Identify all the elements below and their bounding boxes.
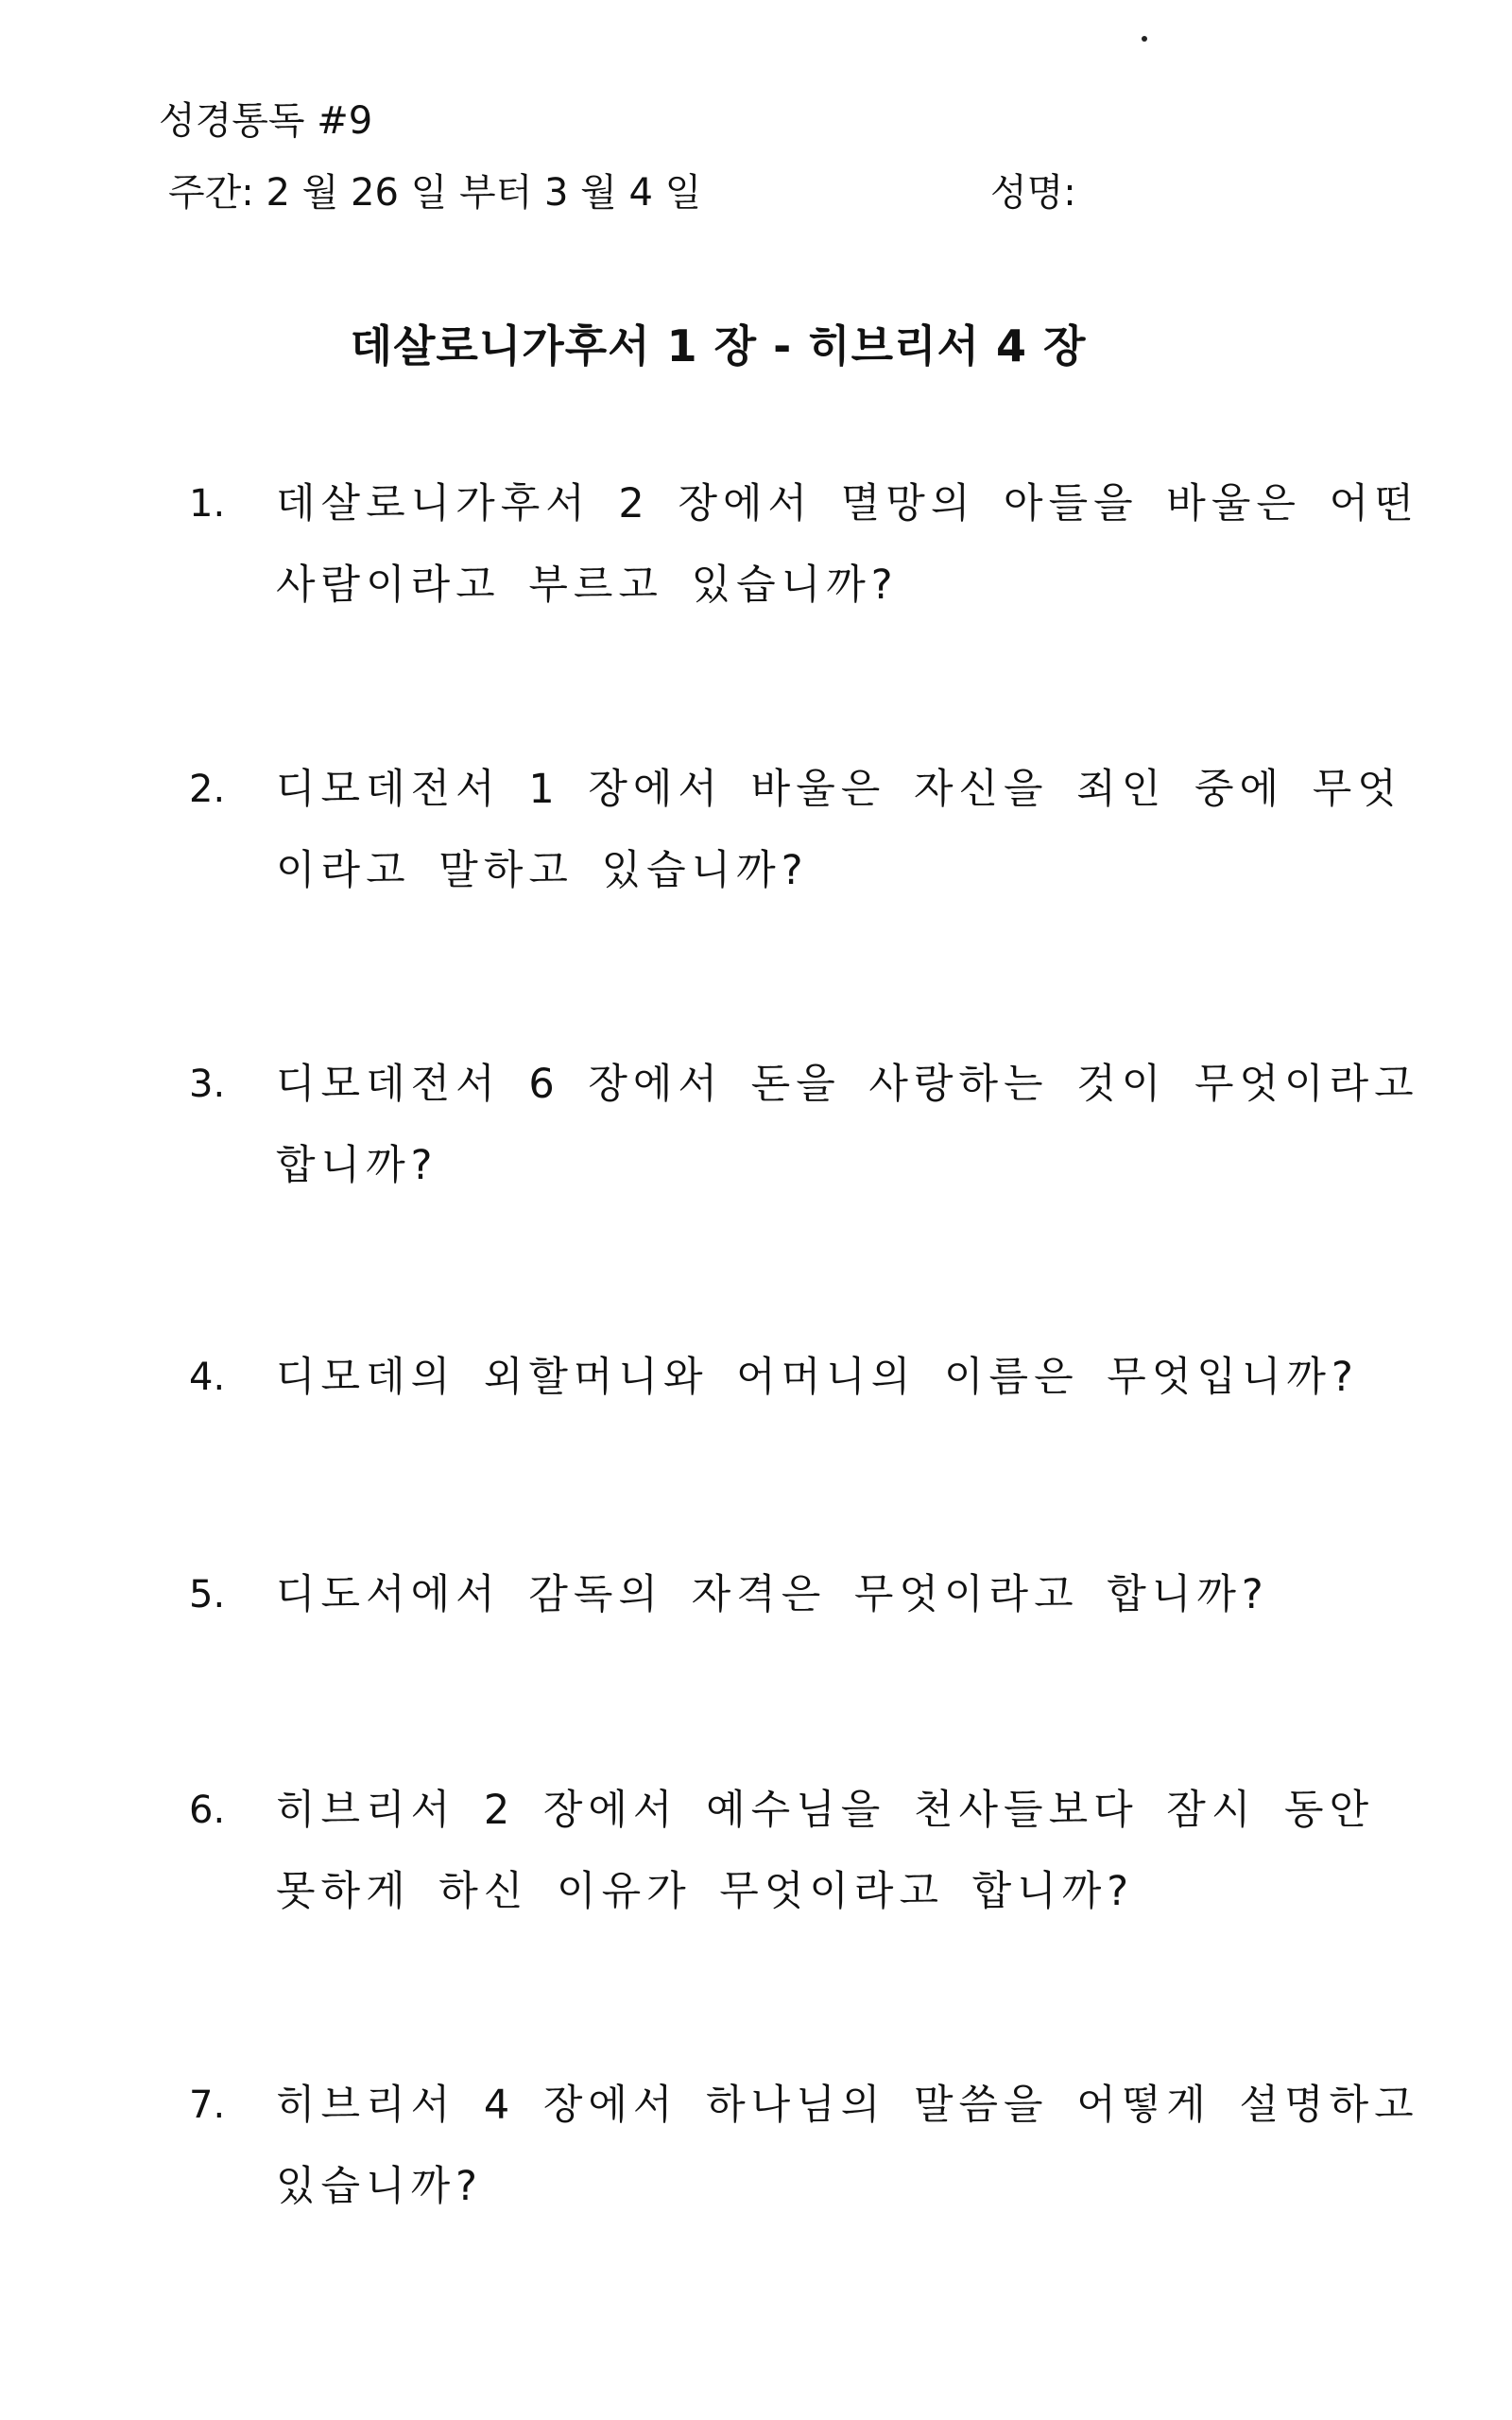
question-number: 5. (189, 1573, 226, 1616)
name-label: 성명: (990, 171, 1076, 215)
reading-range-title: 데살로니가후서 1 장 - 히브리서 4 장 (350, 320, 1087, 372)
question-number: 3. (189, 1063, 226, 1106)
worksheet-title: 성경통독 #9 (159, 99, 373, 143)
question-text: 디모데전서 6 장에서 돈을 사랑하는 것이 무엇이라고 합니까? (276, 1061, 1419, 1189)
reading-period: 주간: 2 월 26 일 부터 3 월 4 일 (168, 171, 702, 215)
question-text: 디모데의 외할머니와 어머니의 이름은 무엇입니까? (276, 1354, 1359, 1401)
question-number: 1. (189, 482, 226, 526)
question-text: 디도서에서 감독의 자격은 무엇이라고 합니까? (276, 1571, 1269, 1618)
question-text: 데살로니가후서 2 장에서 멸망의 아들을 바울은 어떤 사람이라고 부르고 있습니까? (276, 480, 1419, 609)
question-number: 2. (189, 768, 226, 811)
question-number: 7. (189, 2083, 226, 2127)
question-text: 디모데전서 1 장에서 바울은 자신을 죄인 중에 무엇이라고 말하고 있습니까? (276, 766, 1402, 894)
question-text: 히브리서 2 장에서 예수님을 천사들보다 잠시 동안 못하게 하신 이유가 무엇이라고 합니까? (276, 1787, 1375, 1915)
question-text: 히브리서 4 장에서 하나님의 말씀을 어떻게 설명하고 있습니까? (276, 2082, 1419, 2210)
question-number: 6. (189, 1789, 226, 1832)
question-number: 4. (189, 1356, 226, 1399)
